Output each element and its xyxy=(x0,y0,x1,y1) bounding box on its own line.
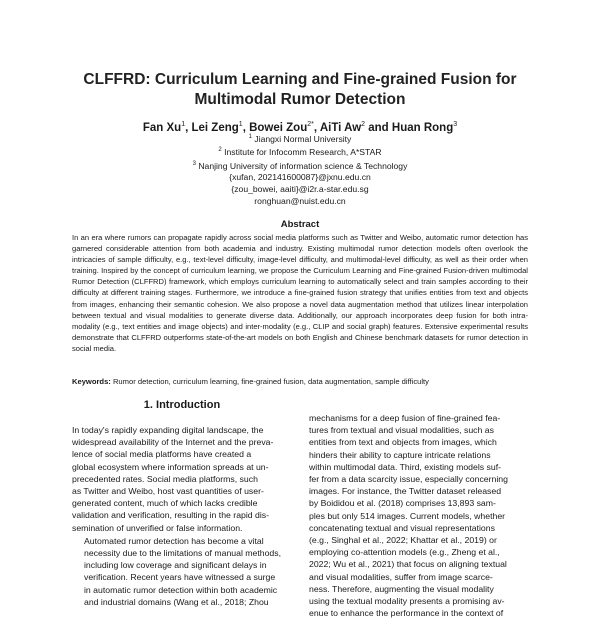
email: {xufan, 202141600087}@jxnu.edu.cn xyxy=(229,172,371,183)
affiliation-block xyxy=(60,132,540,207)
text-line: ness. Therefore, augmenting the visual modality xyxy=(309,583,494,594)
text-line: tures from textual and visual modalities, such as xyxy=(309,425,494,436)
text-line: employing co-attention models (e.g., Zheng et al., xyxy=(309,547,500,558)
paragraph xyxy=(309,412,529,619)
title-line: CLFFRD: Curriculum Learning and Fine-grained Fusion for xyxy=(83,71,517,88)
section-heading: 1. Introduction xyxy=(143,399,221,411)
author-list: Fan Xu$^1$, Lei Zeng$^1$, Bowei Zou$^{2*}$, AiTi Aw$^2$ and Huan Rong$^3$ xyxy=(142,121,458,134)
text-line: including low coverage and significant delays in xyxy=(84,560,267,571)
text-line: entities from text and objects from images, which xyxy=(309,437,497,448)
author-affil-mark: 3 xyxy=(453,121,458,128)
text-line: widespread availability of the Internet and the preva- xyxy=(72,437,274,448)
text-line: within multimodal data. Third, existing models suf- xyxy=(309,461,502,472)
text-line: using the textual modality presents a promising av- xyxy=(309,596,505,607)
left-column xyxy=(72,394,292,608)
text-line: by Boididou et al. (2018) comprises 13,893 sam- xyxy=(309,498,496,509)
author-name: AiTi Aw xyxy=(319,121,362,134)
text-line: (e.g., Singhal et al., 2022; Khattar et al., 2019) or xyxy=(309,535,497,546)
email: ronghuan@nuist.edu.cn xyxy=(254,195,346,206)
author-name: Lei Zeng xyxy=(191,121,239,134)
author-affil-mark: 1 xyxy=(181,121,186,128)
text-line: concatenating textual and visual representations xyxy=(309,522,495,533)
text-line: ples but only 514 images. Current models, whether xyxy=(309,510,506,521)
affiliation: $^3$ Nanjing University of information science & Technology xyxy=(192,160,408,171)
text-line: and visual modalities, suffer from image scarce- xyxy=(309,571,493,582)
text-line: enue to enhance the performance in the context of xyxy=(309,608,504,619)
author-affil-mark: 2 xyxy=(361,121,366,128)
keywords-line xyxy=(72,376,528,387)
text-line: lence of social media platforms have created a xyxy=(72,449,252,460)
paper-title xyxy=(60,70,540,110)
author-affil-mark: 2* xyxy=(307,121,314,128)
keywords-label: Keywords: xyxy=(72,377,111,386)
paragraph xyxy=(72,424,292,534)
text-line: and industrial domains (Wang et al., 2018; Zhou xyxy=(84,596,269,607)
text-line: in automatic rumor detection within both academic xyxy=(84,584,278,595)
text-line: In today's rapidly expanding digital landscape, the xyxy=(72,425,264,435)
text-line: verification. Recent years have witnessed a surge xyxy=(84,572,276,583)
text-line: Automated rumor detection has become a vital xyxy=(84,535,264,546)
text-line: precedented rates. Social media platforms, such xyxy=(72,473,258,484)
text-line: as Twitter and Weibo, host vast quantities of user- xyxy=(72,486,264,497)
text-line: images. For instance, the Twitter dataset released xyxy=(309,486,502,497)
text-line: mechanisms for a deep fusion of fine-grained fea- xyxy=(309,413,501,423)
text-line: semination of unverified or false information. xyxy=(72,522,243,533)
right-column xyxy=(309,412,529,619)
affiliation: $^2$ Institute for Infocomm Research, A*STAR xyxy=(218,147,382,158)
text-line: necessity due to the limitations of manual methods, xyxy=(84,548,282,559)
text-line: generated content, much of which lacks credible xyxy=(72,498,258,509)
author-name: Fan Xu xyxy=(142,121,182,134)
affiliation: $^1$ Jiangxi Normal University xyxy=(248,133,352,144)
text-line: fer from a data scarcity issue, especially concerning xyxy=(309,474,508,485)
text-line: global ecosystem where information spreads at un- xyxy=(72,461,269,472)
text-line: validation and verification, resulting in the rapid dis- xyxy=(72,510,270,521)
email: {zou_bowei, aaiti}@i2r.a-star.edu.sg xyxy=(231,183,369,194)
abstract-body: In an era where rumors can propagate rapidly across social media platforms such as Twitter and Weibo, automatic rumor detection has garnered considerable attention from both academia and industry. Existing multimodal rumor detection models often overlook the intricacies of sample difficulty, e.g., text-level difficulty, image-level difficulty, and multimodal-level difficulty, as well as their order when training. Inspired by the concept of curriculum learning, we propose the Curriculum Learning and Fine-grained Fusion-driven multimodal Rumor Detection (CLFFRD) framework, which employs curriculum learning to automatically select and train samples according to their difficulty at different training stages. Furthermore, we introduce a fine-grained fusion strategy that unifies entities from text and objects from images, enhancing their semantic cohesion. We also propose a novel data augmentation method that utilizes linear interpolation between textual and visual modalities to generate diverse data. Additionally, our approach incorporates deep fusion for both intra-modality (e.g., text entities and image objects) and inter-modality (e.g., CLIP and social graph) features. Extensive experimental results demonstrate that CLFFRD outperforms state-of-the-art models on both English and Chinese benchmark datasets for rumor detection in social media. xyxy=(72,233,528,353)
author-name: Huan Rong xyxy=(391,121,454,134)
author-affil-mark: 1 xyxy=(238,121,243,128)
abstract-heading: Abstract xyxy=(280,219,320,230)
author-name: Bowei Zou xyxy=(249,121,308,134)
paragraph xyxy=(72,535,292,608)
text-line: 2022; Wu et al., 2021) that focus on aligning textual xyxy=(309,559,507,570)
title-line: Multimodal Rumor Detection xyxy=(194,91,406,108)
text-line: hinders their ability to capture intricate relations xyxy=(309,449,491,460)
keywords-text: Rumor detection, curriculum learning, fine-grained fusion, data augmentation, sample difficulty xyxy=(112,377,429,386)
